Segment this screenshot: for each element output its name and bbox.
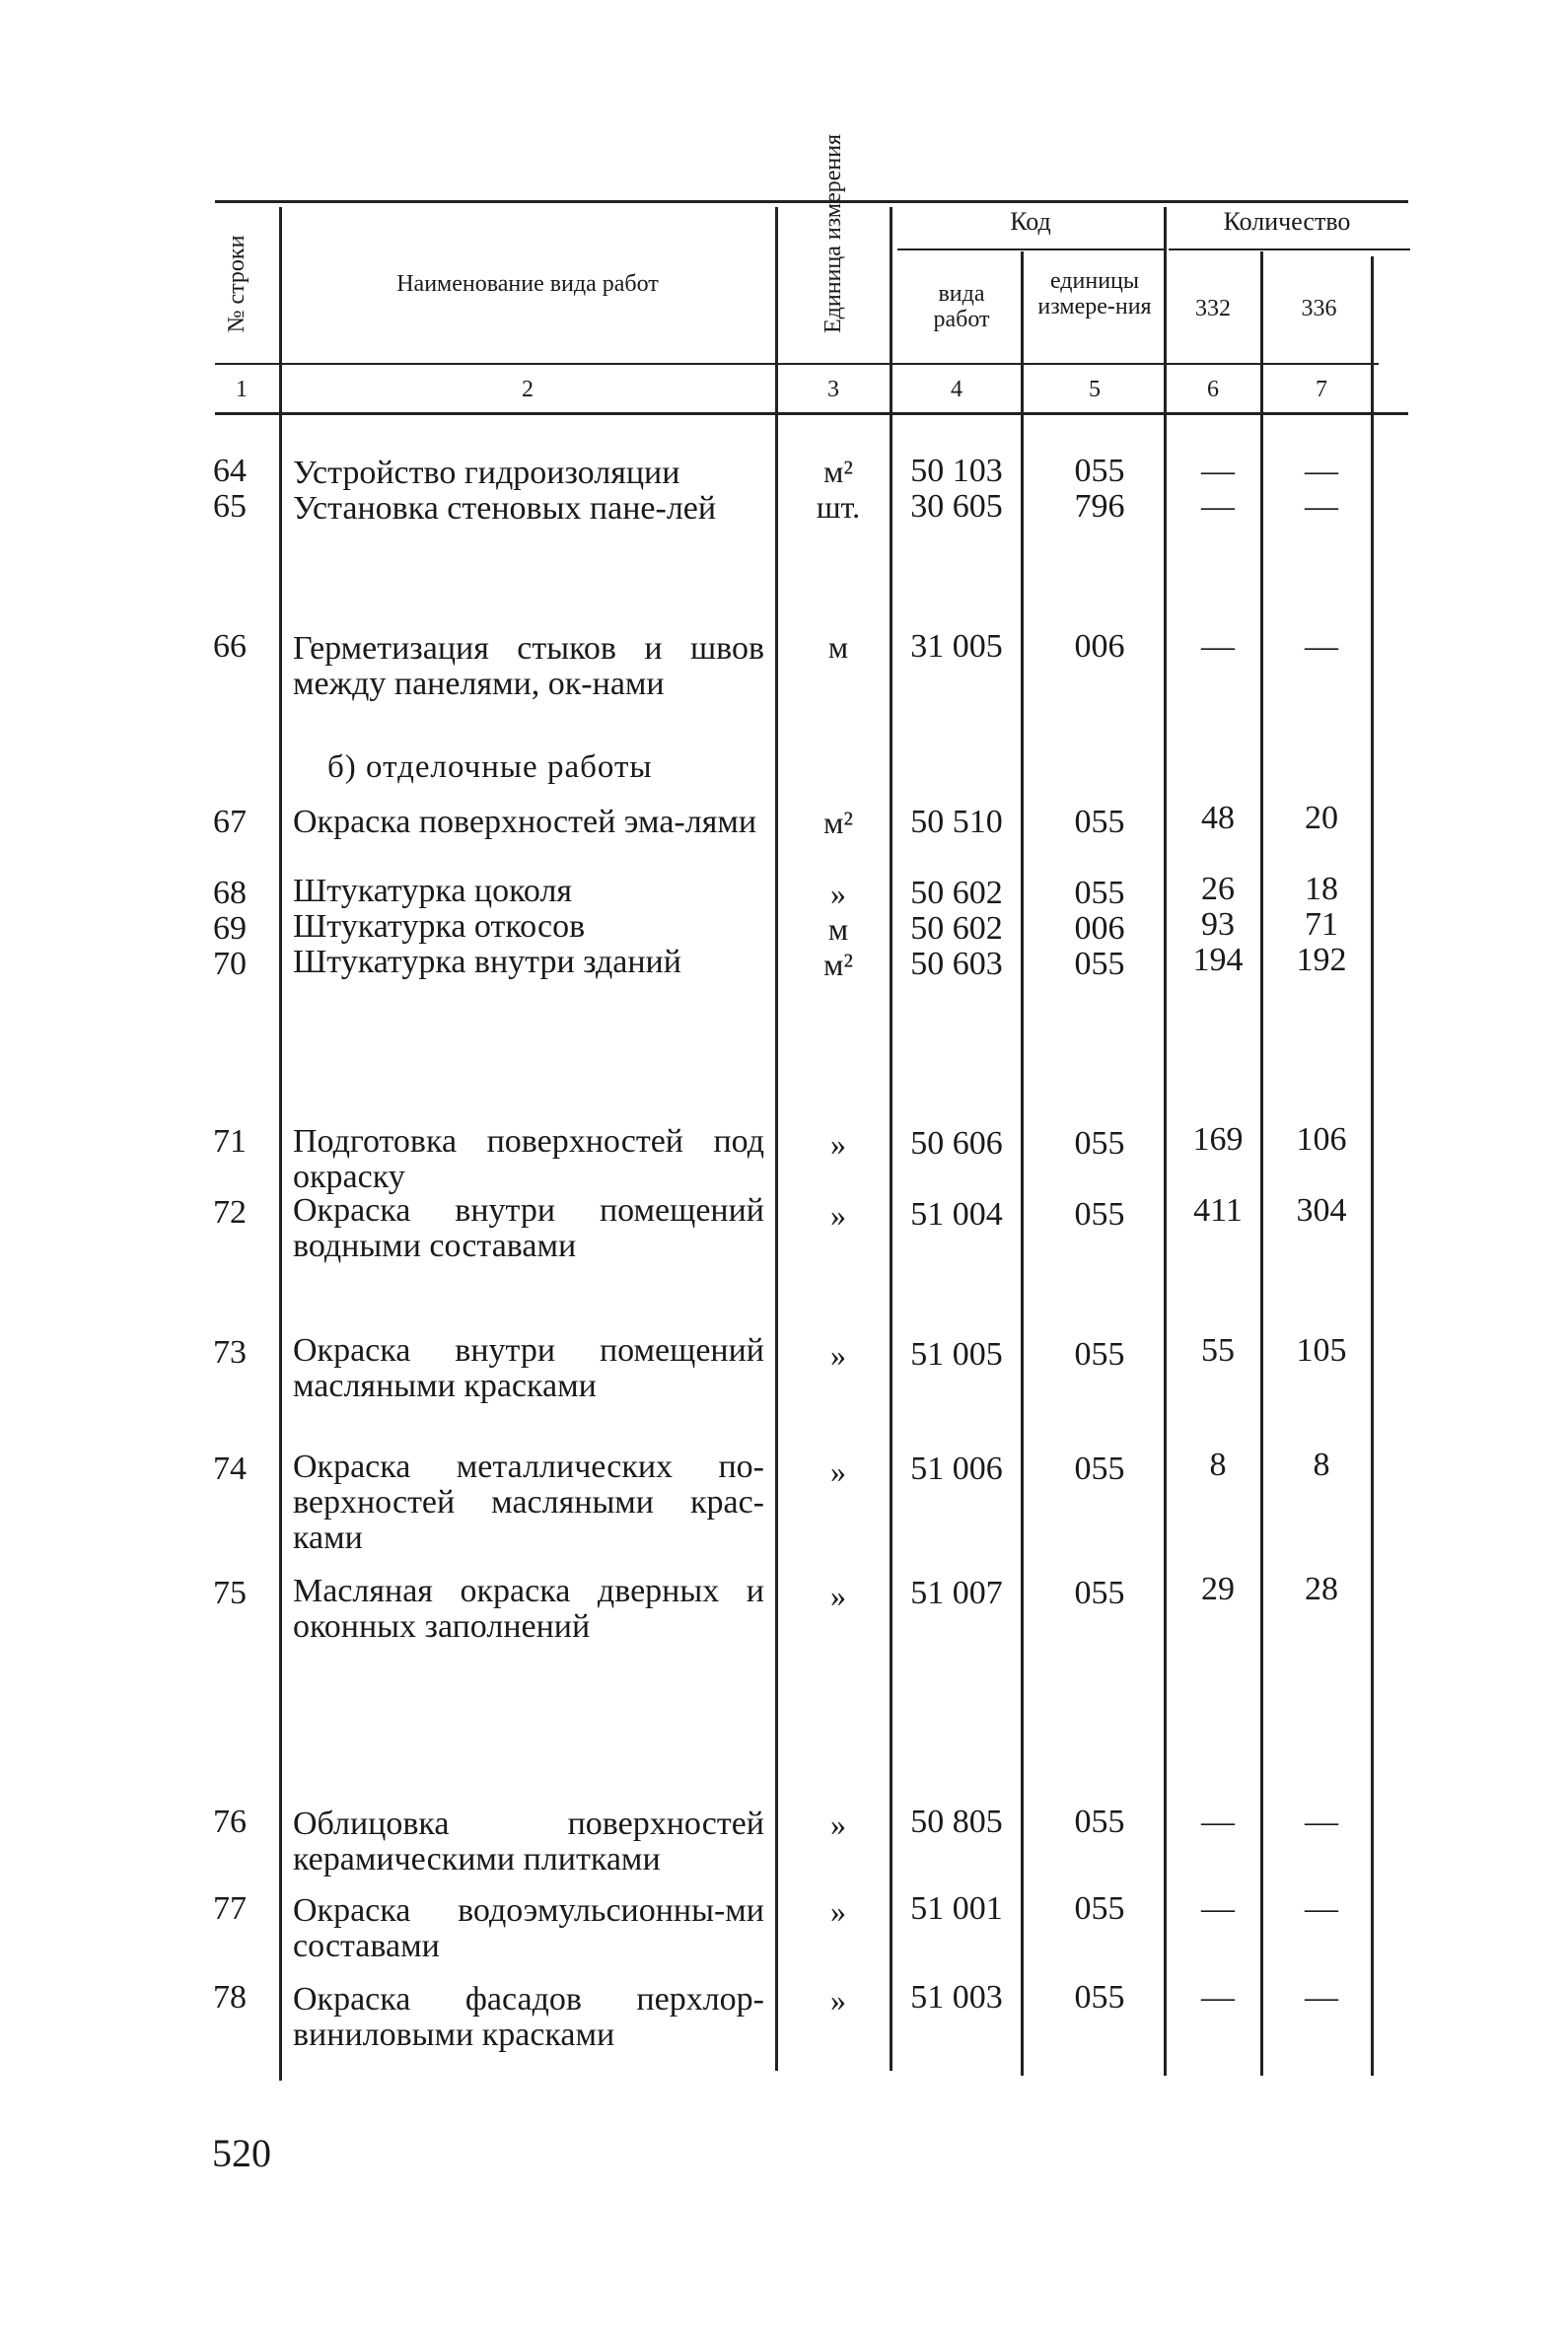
row-name: Окраска металлических по-верхностей масляными крас-ками <box>293 1449 764 1556</box>
row-name: Герметизация стыков и швов между панелями, ок-нами <box>293 630 764 702</box>
row-qty-336: — <box>1305 488 1338 525</box>
divider-7 <box>1371 256 1374 2076</box>
row-unit: м <box>827 629 849 665</box>
row-code-unit: 055 <box>1074 1575 1125 1611</box>
row-code-work: 30 605 <box>910 488 1003 525</box>
row-unit: » <box>830 1197 846 1233</box>
row-name: Окраска фасадов перхлор-виниловыми красками <box>293 1981 764 2053</box>
row-number: 74 <box>213 1451 247 1487</box>
row-code-work: 51 003 <box>910 1979 1003 2016</box>
row-code-work: 50 510 <box>910 804 1003 840</box>
header-kod: Код <box>1010 207 1051 236</box>
row-unit: » <box>830 1453 846 1489</box>
row-qty-332: — <box>1201 1890 1235 1927</box>
row-qty-336: — <box>1305 1804 1338 1840</box>
colnum-bottom-rule <box>215 412 1408 415</box>
row-qty-332: 55 <box>1201 1332 1235 1369</box>
row-code-unit: 055 <box>1074 1979 1125 2016</box>
row-unit: м² <box>823 947 853 982</box>
row-qty-336: 20 <box>1305 800 1338 836</box>
row-code-unit: 055 <box>1074 1336 1125 1373</box>
row-code-unit: 055 <box>1074 1804 1125 1840</box>
row-qty-332: 48 <box>1201 800 1235 836</box>
row-code-work: 51 004 <box>910 1196 1003 1233</box>
row-number: 68 <box>213 875 247 911</box>
row-code-unit: 055 <box>1074 1451 1125 1487</box>
row-number: 75 <box>213 1575 247 1611</box>
header-code-work: вида работ <box>933 281 990 332</box>
row-code-work: 51 006 <box>910 1451 1003 1487</box>
row-qty-336: — <box>1305 628 1338 665</box>
row-qty-332: 411 <box>1193 1192 1243 1229</box>
row-qty-332: — <box>1201 453 1235 489</box>
row-name: Штукатурка цоколя <box>293 873 573 909</box>
row-number: 64 <box>213 453 247 489</box>
row-code-unit: 055 <box>1074 1890 1125 1927</box>
row-unit: шт. <box>816 489 861 525</box>
row-number: 78 <box>213 1979 247 2016</box>
row-name: Окраска внутри помещений масляными красками <box>293 1332 764 1404</box>
header-work-name: Наименование вида работ <box>396 271 659 297</box>
row-unit: » <box>830 1806 846 1842</box>
row-code-unit: 055 <box>1074 453 1125 489</box>
colnum-3: 3 <box>827 377 839 402</box>
row-number: 66 <box>213 628 247 665</box>
row-name: Установка стеновых пане-лей <box>293 490 717 527</box>
row-unit: м² <box>823 454 853 489</box>
row-code-unit: 055 <box>1074 1125 1125 1162</box>
kod-rule <box>897 248 1164 250</box>
divider-5 <box>1164 207 1167 2076</box>
row-code-work: 50 602 <box>910 910 1003 947</box>
divider-2 <box>775 207 778 2071</box>
row-unit: » <box>830 1337 846 1373</box>
row-code-unit: 055 <box>1074 946 1125 982</box>
divider-1 <box>279 207 282 2081</box>
row-code-work: 50 103 <box>910 453 1003 489</box>
row-code-unit: 055 <box>1074 1196 1125 1233</box>
row-unit: » <box>830 1578 846 1613</box>
row-code-work: 50 602 <box>910 875 1003 911</box>
row-number: 65 <box>213 488 247 525</box>
row-code-unit: 055 <box>1074 804 1125 840</box>
row-unit: м <box>827 911 849 947</box>
row-number: 70 <box>213 946 247 982</box>
header-kolichestvo: Количество <box>1223 207 1351 236</box>
row-code-unit: 796 <box>1074 488 1125 525</box>
header-qty-332: 332 <box>1195 296 1231 321</box>
row-number: 76 <box>213 1804 247 1840</box>
row-qty-336: — <box>1305 1890 1338 1927</box>
row-qty-332: — <box>1201 1804 1235 1840</box>
row-name: Окраска водоэмульсионны-ми составами <box>293 1892 764 1964</box>
row-qty-336: 8 <box>1313 1447 1330 1483</box>
row-code-work: 51 007 <box>910 1575 1003 1611</box>
colnum-6: 6 <box>1207 377 1219 402</box>
row-code-work: 50 603 <box>910 946 1003 982</box>
row-qty-336: 192 <box>1296 942 1347 978</box>
row-qty-336: 105 <box>1296 1332 1347 1369</box>
row-qty-332: 26 <box>1201 871 1235 907</box>
header-unit: Единица измерения <box>820 133 846 333</box>
row-qty-332: 8 <box>1209 1447 1227 1483</box>
row-code-work: 50 805 <box>910 1804 1003 1840</box>
page-number: 520 <box>212 2131 271 2175</box>
row-name: Облицовка поверхностей керамическими плитками <box>293 1806 764 1877</box>
row-qty-332: 169 <box>1192 1121 1244 1158</box>
row-number: 69 <box>213 910 247 947</box>
row-qty-336: 304 <box>1296 1192 1347 1229</box>
row-name: Подготовка поверхностей под окраску <box>293 1123 764 1195</box>
header-row-number: № строки <box>224 235 249 333</box>
row-qty-332: — <box>1201 488 1235 525</box>
header-code-unit: единицы измере-ния <box>1037 268 1152 319</box>
colnum-2: 2 <box>522 377 534 402</box>
row-name: Штукатурка откосов <box>293 908 586 945</box>
colnum-4: 4 <box>951 377 962 402</box>
row-number: 73 <box>213 1334 247 1371</box>
divider-4 <box>1021 251 1024 2076</box>
row-code-work: 31 005 <box>910 628 1003 665</box>
table-top-rule <box>215 200 1408 203</box>
row-unit: м² <box>823 805 853 840</box>
row-code-unit: 006 <box>1074 628 1125 665</box>
row-unit: » <box>830 1982 846 2018</box>
row-number: 67 <box>213 804 247 840</box>
row-qty-336: 106 <box>1296 1121 1347 1158</box>
row-qty-336: — <box>1305 1979 1338 2016</box>
row-number: 72 <box>213 1194 247 1231</box>
row-qty-332: — <box>1201 1979 1235 2016</box>
row-qty-336: 28 <box>1305 1571 1338 1607</box>
header-qty-336: 336 <box>1301 296 1337 321</box>
row-unit: » <box>830 1893 846 1929</box>
row-qty-332: 194 <box>1192 942 1244 978</box>
row-qty-336: 71 <box>1305 906 1338 943</box>
row-qty-336: 18 <box>1305 871 1338 907</box>
colnum-7: 7 <box>1316 377 1327 402</box>
colnum-5: 5 <box>1089 377 1101 402</box>
row-name: Масляная окраска дверных и оконных заполнений <box>293 1573 764 1645</box>
section-heading: б) отделочные работы <box>327 749 653 785</box>
row-qty-332: 29 <box>1201 1571 1235 1607</box>
row-name: Окраска поверхностей эма-лями <box>293 804 757 840</box>
row-code-work: 51 005 <box>910 1336 1003 1373</box>
row-number: 71 <box>213 1123 247 1160</box>
colnum-1: 1 <box>236 377 248 402</box>
row-qty-332: 93 <box>1201 906 1235 943</box>
kolichestvo-rule <box>1169 248 1410 250</box>
row-unit: » <box>830 1126 846 1162</box>
divider-6 <box>1260 251 1263 2076</box>
row-number: 77 <box>213 1890 247 1927</box>
header-bottom-rule <box>215 363 1379 365</box>
row-unit: » <box>830 876 846 911</box>
row-qty-332: — <box>1201 628 1235 665</box>
row-name: Окраска внутри помещений водными составами <box>293 1192 764 1264</box>
row-name: Устройство гидроизоляции <box>293 455 680 491</box>
row-name: Штукатурка внутри зданий <box>293 944 681 980</box>
row-code-work: 51 001 <box>910 1890 1003 1927</box>
row-qty-336: — <box>1305 453 1338 489</box>
row-code-work: 50 606 <box>910 1125 1003 1162</box>
row-code-unit: 055 <box>1074 875 1125 911</box>
row-code-unit: 006 <box>1074 910 1125 947</box>
